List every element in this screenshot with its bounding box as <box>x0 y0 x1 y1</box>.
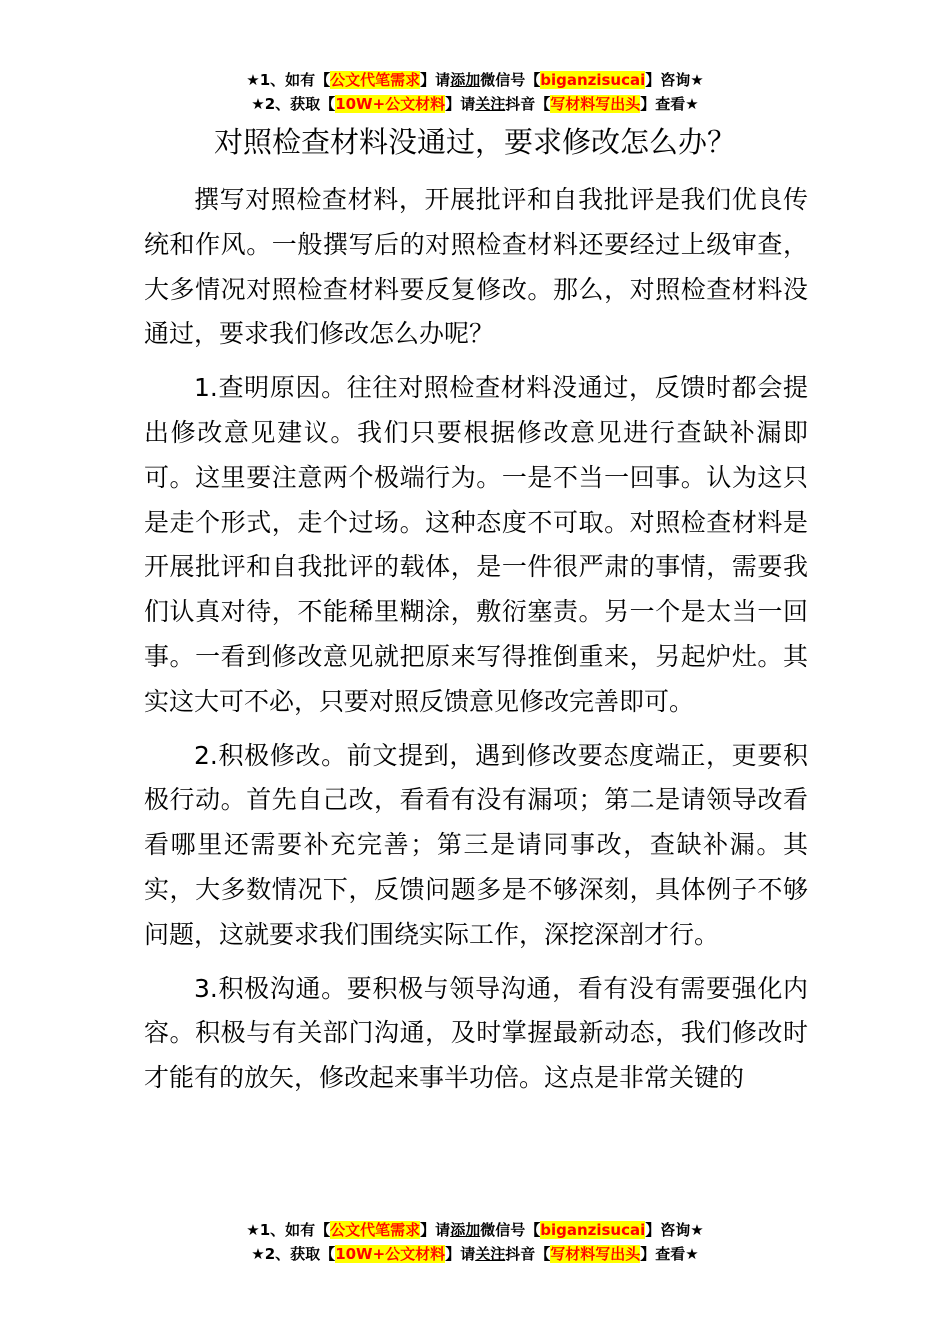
banner-highlight: biganzisucai <box>540 1221 646 1239</box>
paragraph-point-2: 2.积极修改。前文提到，遇到修改要态度端正，更要积极行动。首先自己改，看看有没有漏项；第二是请领导改看看哪里还需要补充完善；第三是请同事改，查缺补漏。其实，大多数情况下，反馈问题多是不够深刻，具体例子不够问题，这就要求我们围绕实际工作，深挖深剖才行。 <box>144 740 808 949</box>
banner-highlight: 10W+公文材料 <box>335 1245 446 1263</box>
banner-text: ★2、获取【 <box>251 95 336 113</box>
banner-text: 抖音【 <box>505 1245 551 1263</box>
banner-highlight: 写材料写出头 <box>550 1245 641 1263</box>
banner-line-1 <box>0 1218 950 1242</box>
banner-text: 】咨询★ <box>645 1221 704 1239</box>
paragraph-point-1: 1.查明原因。往往对照检查材料没通过，反馈时都会提出修改意见建议。我们只要根据修改意见进行查缺补漏即可。这里要注意两个极端行为。一是不当一回事。认为这只是走个形式，走个过场。这种态度不可取。对照检查材料是开展批评和自我批评的载体，是一件很严肃的事情，需要我们认真对待，不能稀里糊涂，敷衍塞责。另一个是太当一回事。一看到修改意见就把原来写得推倒重来，另起炉灶。其实这大可不必，只要对照反馈意见修改完善即可。 <box>144 373 808 716</box>
banner-text: 】咨询★ <box>645 71 704 89</box>
banner-text: ★2、获取【 <box>251 1245 336 1263</box>
banner-text: 抖音【 <box>505 95 551 113</box>
paragraph-intro: 撰写对照检查材料，开展批评和自我批评是我们优良传统和作风。一般撰写后的对照检查材料还要经过上级审查，大多情况对照检查材料要反复修改。那么，对照检查材料没通过，要求我们修改怎么办呢？ <box>144 185 808 349</box>
document-body <box>144 178 808 1110</box>
banner-highlight: biganzisucai <box>540 71 646 89</box>
banner-text: ★1、如有【 <box>246 71 331 89</box>
paragraph-point-3: 3.积极沟通。要积极与领导沟通，看有没有需要强化内容。积极与有关部门沟通，及时掌握最新动态，我们修改时才能有的放矢，修改起来事半功倍。这点是非常关键的 <box>144 973 808 1093</box>
document-title: 对照检查材料没通过，要求修改怎么办？ <box>213 125 736 159</box>
banner-text: 】查看★ <box>640 95 699 113</box>
banner-highlight: 10W+公文材料 <box>335 95 446 113</box>
banner-text: 微信号【 <box>480 71 541 89</box>
header-banner <box>0 68 950 116</box>
banner-underline: 关注 <box>475 95 506 113</box>
banner-underline: 添加 <box>450 1221 481 1239</box>
banner-line-1 <box>0 68 950 92</box>
banner-highlight: 公文代笔需求 <box>330 71 421 89</box>
banner-text: 】请 <box>445 1245 476 1263</box>
banner-text: 微信号【 <box>480 1221 541 1239</box>
banner-text: 】请 <box>420 1221 451 1239</box>
banner-text: 】请 <box>445 95 476 113</box>
banner-text: 】请 <box>420 71 451 89</box>
banner-underline: 关注 <box>475 1245 506 1263</box>
banner-underline: 添加 <box>450 71 481 89</box>
banner-text: ★1、如有【 <box>246 1221 331 1239</box>
footer-banner <box>0 1218 950 1266</box>
banner-text: 】查看★ <box>640 1245 699 1263</box>
banner-highlight: 写材料写出头 <box>550 95 641 113</box>
banner-line-2 <box>0 92 950 116</box>
banner-highlight: 公文代笔需求 <box>330 1221 421 1239</box>
banner-line-2 <box>0 1242 950 1266</box>
